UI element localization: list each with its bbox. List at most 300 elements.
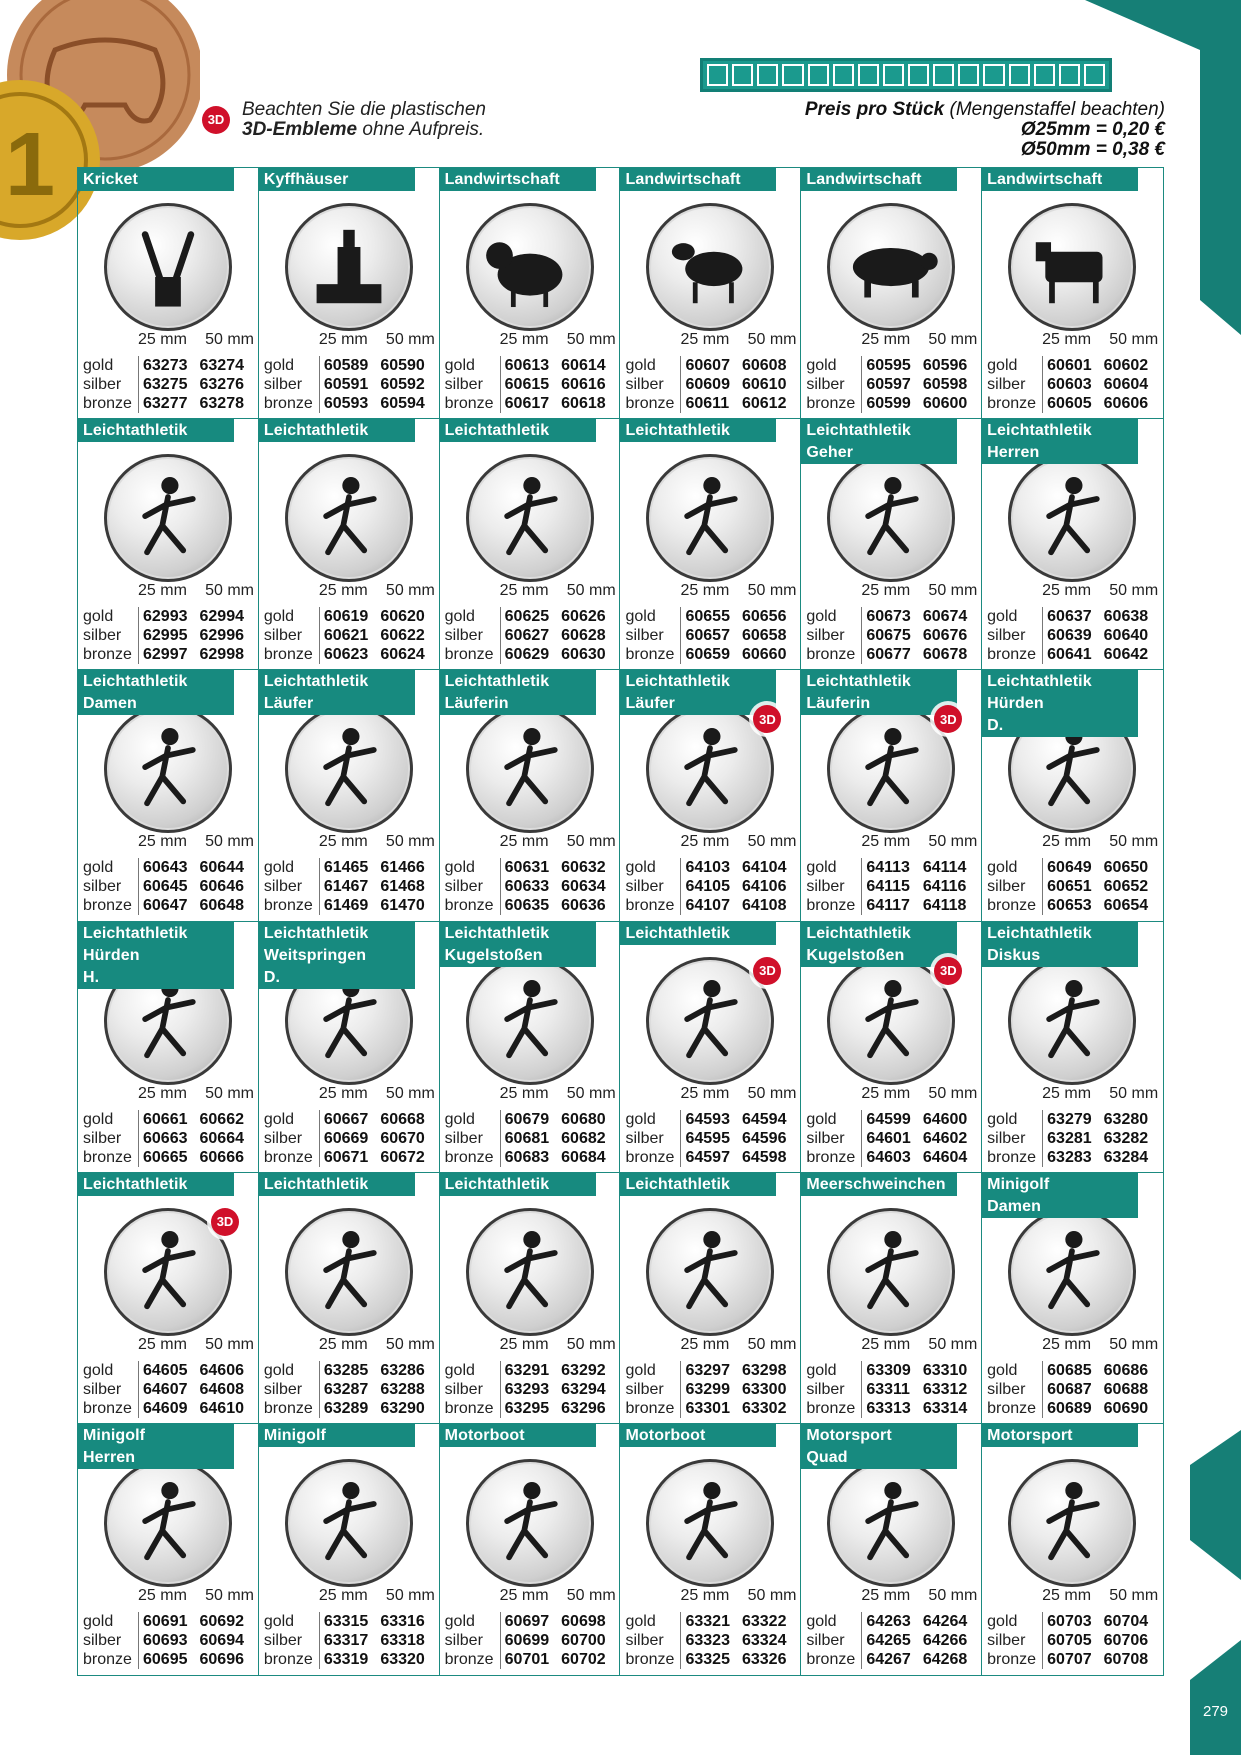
size-header [319, 1085, 435, 1103]
size-label: 50 mm [747, 331, 797, 348]
article-number: 63274 [199, 357, 244, 374]
card-title [620, 168, 776, 191]
article-number: 60610 [741, 376, 787, 393]
article-number-table [264, 1612, 434, 1669]
emblem-card [440, 419, 621, 670]
metal-label: gold [83, 1361, 114, 1379]
size-header [138, 1336, 254, 1354]
table-row [987, 394, 1157, 413]
article-number: 60648 [199, 897, 244, 915]
article-number: 63280 [1103, 1110, 1149, 1128]
article-number: 64601 [861, 1129, 919, 1148]
runners-icon [285, 454, 413, 582]
metal-label: gold [444, 1612, 475, 1630]
article-number: 63273 [138, 356, 196, 375]
table-row [264, 1110, 434, 1129]
card-title [259, 670, 415, 715]
table-row [987, 877, 1157, 896]
size-label: 50 mm [1109, 1335, 1159, 1353]
size-label: 25 mm [1042, 331, 1092, 348]
card-title [982, 1173, 1138, 1218]
card-title-line: Geher [806, 444, 854, 462]
emblem-card [982, 419, 1163, 670]
size-label: 25 mm [680, 331, 730, 348]
emblem-card [801, 922, 982, 1173]
article-number: 63296 [561, 1399, 606, 1417]
article-number: 60613 [500, 356, 558, 375]
card-title-line: Leichtathletik [83, 1175, 188, 1193]
size-label: 50 mm [205, 1084, 254, 1102]
size-label: 25 mm [499, 1586, 549, 1604]
metal-label: gold [83, 859, 114, 877]
article-number: 60647 [138, 896, 196, 915]
metal-label: silber [83, 1631, 122, 1649]
emblem-card [78, 670, 259, 921]
article-number: 63295 [500, 1399, 558, 1418]
article-number: 64597 [680, 1148, 738, 1167]
card-title [440, 419, 596, 442]
card-title-line: Leichtathletik [625, 1175, 731, 1193]
athlete-pictogram-icon [646, 454, 774, 582]
article-number: 60671 [319, 1148, 377, 1167]
metal-label: gold [987, 859, 1018, 877]
3d-badge: 3D [934, 705, 962, 733]
table-row [625, 1399, 795, 1418]
metal-label: bronze [987, 1148, 1037, 1166]
metal-label: gold [987, 608, 1018, 626]
size-label: 50 mm [385, 1335, 435, 1353]
size-label: 25 mm [499, 331, 549, 348]
card-title-line: Kugelstoßen [444, 946, 543, 964]
sprint-start-female-icon [104, 705, 232, 833]
article-number: 60603 [1042, 375, 1100, 394]
metal-label: gold [806, 1361, 837, 1379]
size-label: 50 mm [928, 1586, 978, 1604]
card-title-line: Diskus [987, 946, 1041, 964]
article-number: 63301 [680, 1399, 738, 1418]
article-number: 64607 [138, 1380, 196, 1399]
article-number: 64267 [861, 1650, 919, 1669]
article-number-table [264, 356, 434, 413]
size-label: 25 mm [138, 1084, 187, 1102]
size-header [319, 331, 435, 349]
article-number: 60651 [1042, 877, 1100, 896]
size-header [500, 1085, 616, 1103]
metal-label: gold [625, 1612, 656, 1630]
size-label: 25 mm [861, 331, 911, 348]
article-number: 60669 [319, 1129, 377, 1148]
size-header [319, 833, 435, 851]
metal-label: gold [83, 357, 114, 374]
metal-label: gold [625, 859, 656, 877]
article-number: 60622 [380, 627, 425, 645]
emblem-card [78, 419, 259, 670]
emblem-card [259, 168, 440, 419]
emblem-card [440, 1173, 621, 1424]
metal-label: gold [444, 859, 475, 877]
table-row [987, 607, 1157, 626]
article-number: 64603 [861, 1148, 919, 1167]
card-title-line: Läuferin [444, 695, 509, 713]
metal-label: bronze [263, 897, 313, 915]
card-title-line: D. [987, 717, 1004, 735]
size-label: 25 mm [1042, 1335, 1092, 1353]
size-header [500, 833, 616, 851]
metal-label: bronze [806, 395, 856, 412]
size-label: 25 mm [680, 1335, 730, 1353]
size-label: 50 mm [566, 331, 616, 348]
size-header [680, 833, 796, 851]
metal-label: silber [987, 1129, 1026, 1147]
article-number: 60652 [1103, 878, 1149, 896]
metal-label: bronze [263, 1650, 313, 1668]
card-title [982, 670, 1138, 737]
article-number: 64113 [861, 858, 919, 877]
price-label: Preis pro Stück [804, 99, 945, 120]
card-title-line: Leichtathletik [263, 673, 369, 691]
card-title-line: Leichtathletik [625, 422, 731, 440]
table-row [445, 356, 615, 375]
article-number: 60629 [500, 645, 558, 664]
table-row [625, 1129, 795, 1148]
3d-badge: 3D [753, 705, 781, 733]
emblem-card [440, 670, 621, 921]
card-title-line: Leichtathletik [263, 1175, 369, 1193]
cow-icon [1008, 203, 1136, 331]
size-label: 50 mm [1109, 833, 1159, 851]
article-number: 60642 [1103, 646, 1149, 664]
card-title [801, 419, 957, 464]
article-number: 63282 [1103, 1129, 1149, 1147]
size-label: 50 mm [385, 833, 435, 851]
emblem-card [440, 168, 621, 419]
size-label: 25 mm [138, 833, 187, 851]
article-number-table [445, 1110, 615, 1167]
table-row [987, 896, 1157, 915]
card-title-line: Leichtathletik [987, 924, 1092, 942]
article-number: 60691 [138, 1612, 196, 1631]
article-number: 60616 [561, 376, 606, 393]
article-number: 63289 [319, 1399, 377, 1418]
article-number: 60605 [1042, 394, 1100, 413]
article-number: 61469 [319, 896, 377, 915]
article-number: 60614 [561, 357, 606, 374]
article-number: 64600 [922, 1110, 968, 1128]
article-number: 60676 [922, 627, 968, 645]
card-title [440, 922, 596, 967]
table-row [625, 1110, 795, 1129]
size-label: 50 mm [928, 1084, 978, 1102]
size-label: 25 mm [1042, 1084, 1092, 1102]
minigolf-female-icon [1008, 1208, 1136, 1336]
metal-label: silber [263, 627, 303, 645]
size-label: 25 mm [318, 833, 368, 851]
guinea-pig-icon [827, 1208, 955, 1336]
article-number: 64594 [741, 1110, 787, 1128]
card-title [78, 1424, 234, 1469]
svg-text:1: 1 [5, 115, 56, 215]
article-number: 60687 [1042, 1380, 1100, 1399]
size-header [500, 1336, 616, 1354]
card-title-line: Landwirtschaft [444, 171, 560, 188]
card-title [982, 1424, 1138, 1447]
table-row [264, 896, 434, 915]
card-title [440, 670, 596, 715]
table-row [806, 375, 976, 394]
table-row [83, 607, 253, 626]
female-runner-icon [466, 705, 594, 833]
emblem-card [259, 670, 440, 921]
3d-badge: 3D [753, 957, 781, 985]
metal-label: bronze [987, 1399, 1037, 1417]
size-label: 25 mm [861, 1335, 911, 1353]
card-title-line: Minigolf [83, 1426, 146, 1444]
card-title-line: Leichtathletik [444, 1175, 550, 1193]
article-number: 61468 [380, 878, 425, 896]
shot-put-female-icon [466, 957, 594, 1085]
article-number: 63292 [561, 1361, 606, 1379]
card-title-line: Leichtathletik [806, 924, 911, 942]
card-title [259, 1424, 415, 1447]
card-title-line: Läuferin [806, 695, 871, 713]
size-label: 25 mm [138, 1586, 187, 1604]
article-number: 60592 [380, 376, 425, 393]
table-row [806, 1110, 976, 1129]
card-title-line: Landwirtschaft [987, 171, 1103, 188]
article-number: 63324 [741, 1631, 787, 1649]
card-title-line: Leichtathletik [625, 673, 731, 691]
article-number: 63276 [199, 376, 244, 393]
size-header [138, 1587, 254, 1605]
article-number-table [445, 858, 615, 915]
size-label: 25 mm [499, 1335, 549, 1353]
table-row [625, 1361, 795, 1380]
size-label: 25 mm [680, 1586, 730, 1604]
metal-label: bronze [625, 1148, 675, 1166]
size-header [319, 1587, 435, 1605]
table-row [445, 645, 615, 664]
emblem-card [620, 670, 801, 921]
article-number: 63309 [861, 1361, 919, 1380]
article-number-table [83, 607, 253, 664]
article-number: 63290 [380, 1399, 425, 1417]
article-number: 63320 [380, 1650, 425, 1668]
emblem-card [801, 168, 982, 419]
size-label: 50 mm [385, 1586, 435, 1604]
metal-label: silber [444, 1129, 483, 1147]
card-title-line: Motorboot [444, 1426, 525, 1444]
table-row [264, 1399, 434, 1418]
table-row [987, 1399, 1157, 1418]
article-number: 61467 [319, 877, 377, 896]
size-label: 50 mm [928, 1335, 978, 1353]
metal-label: gold [806, 859, 837, 877]
card-title-line: Leichtathletik [987, 422, 1092, 440]
size-label: 50 mm [566, 1084, 616, 1102]
table-row [83, 1650, 253, 1669]
article-number: 60604 [1103, 376, 1149, 393]
metal-label: silber [987, 1631, 1026, 1649]
size-header [500, 582, 616, 600]
table-row [445, 896, 615, 915]
article-number: 60674 [922, 608, 968, 626]
high-jumper-icon [646, 1208, 774, 1336]
table-row [987, 858, 1157, 877]
article-number: 61470 [380, 897, 425, 915]
metal-label: gold [444, 608, 475, 626]
size-label: 50 mm [747, 833, 797, 851]
metal-label: gold [83, 1612, 114, 1630]
metal-label: gold [263, 1612, 295, 1630]
article-number: 60680 [561, 1110, 606, 1128]
metal-label: silber [444, 1380, 483, 1398]
article-number-table [264, 858, 434, 915]
emblem-card [801, 670, 982, 921]
article-number-table [83, 1361, 253, 1418]
metal-label: silber [806, 1631, 845, 1649]
emblem-card [440, 1424, 621, 1675]
article-number: 60706 [1103, 1631, 1149, 1649]
emblem-card [620, 168, 801, 419]
size-label: 50 mm [566, 1335, 616, 1353]
article-number-table [264, 607, 434, 664]
metal-label: silber [444, 878, 483, 896]
size-label: 50 mm [205, 582, 254, 600]
card-title [259, 922, 415, 989]
size-label: 50 mm [205, 1335, 254, 1353]
emblem-card [982, 922, 1163, 1173]
card-title-line: Kricket [83, 171, 138, 188]
article-number: 60634 [561, 878, 606, 896]
table-row [264, 607, 434, 626]
table-row [445, 1361, 615, 1380]
table-row [445, 1399, 615, 1418]
article-number: 60699 [500, 1631, 558, 1650]
table-row [625, 356, 795, 375]
table-row [445, 626, 615, 645]
emblem-card [78, 1173, 259, 1424]
table-row [806, 1129, 976, 1148]
size-label: 50 mm [928, 331, 978, 348]
size-label: 50 mm [1109, 331, 1159, 348]
article-number: 63277 [138, 394, 196, 413]
price-info [805, 100, 1165, 160]
table-row [83, 626, 253, 645]
metal-label: gold [987, 1110, 1018, 1128]
article-number: 64602 [922, 1129, 968, 1147]
article-number: 64595 [680, 1129, 738, 1148]
metal-label: bronze [987, 395, 1037, 412]
table-row [625, 1380, 795, 1399]
card-title [259, 1173, 415, 1196]
emblem-card [78, 1424, 259, 1675]
size-label: 25 mm [318, 1586, 368, 1604]
article-number: 60601 [1042, 356, 1100, 375]
table-row [83, 394, 253, 413]
metal-label: bronze [83, 1148, 132, 1166]
article-number: 60641 [1042, 645, 1100, 664]
table-row [264, 645, 434, 664]
table-row [264, 375, 434, 394]
article-number: 60682 [561, 1129, 606, 1147]
metal-label: gold [83, 1110, 114, 1128]
size-label: 25 mm [499, 582, 549, 600]
article-number-table [987, 1361, 1157, 1418]
table-row [445, 1110, 615, 1129]
article-number: 64116 [922, 878, 967, 896]
size-header [1042, 1085, 1158, 1103]
table-row [83, 1148, 253, 1167]
size-header [138, 833, 254, 851]
emblem-catalog-grid [77, 167, 1164, 1676]
article-number: 60701 [500, 1650, 558, 1669]
article-number: 63319 [319, 1650, 377, 1669]
discus-thrower-icon [1008, 957, 1136, 1085]
table-row [264, 356, 434, 375]
price-50mm: Ø50mm = 0,38 € [1020, 139, 1165, 160]
card-title-line: Läufer [625, 695, 675, 713]
article-number: 60658 [741, 627, 787, 645]
3d-badge: 3D [202, 106, 230, 134]
metal-label: silber [83, 1129, 122, 1147]
card-title [78, 168, 234, 191]
article-number: 63318 [380, 1631, 425, 1649]
table-row [806, 394, 976, 413]
article-number: 60625 [500, 607, 558, 626]
minigolf-male-icon [104, 1459, 232, 1587]
card-title-line: Leichtathletik [987, 673, 1092, 691]
table-row [625, 375, 795, 394]
metal-label: gold [83, 608, 114, 626]
metal-label: bronze [987, 897, 1037, 915]
article-number: 62996 [199, 627, 244, 645]
article-number: 60693 [138, 1631, 196, 1650]
size-label: 50 mm [928, 582, 978, 600]
size-header [861, 331, 977, 349]
size-header [680, 331, 796, 349]
article-number: 60627 [500, 626, 558, 645]
article-number: 63311 [861, 1380, 919, 1399]
table-row [806, 1612, 976, 1631]
article-number-table [987, 1110, 1157, 1167]
metal-label: silber [987, 878, 1026, 896]
card-title [78, 670, 234, 715]
article-number: 60677 [861, 645, 919, 664]
article-number: 63316 [380, 1612, 425, 1630]
metal-label: bronze [625, 1650, 675, 1668]
article-number-table [625, 607, 795, 664]
metal-label: gold [806, 608, 837, 626]
article-number-table [264, 1110, 434, 1167]
article-number: 64599 [861, 1110, 919, 1129]
table-row [83, 1612, 253, 1631]
article-number: 60670 [380, 1129, 425, 1147]
card-title [440, 1173, 596, 1196]
size-label: 25 mm [680, 1084, 730, 1102]
card-title [982, 168, 1138, 191]
article-number: 64108 [741, 897, 787, 915]
size-header [1042, 1587, 1158, 1605]
emblem-card [982, 670, 1163, 921]
article-number-table [806, 858, 976, 915]
page-tab-decoration [1190, 1640, 1241, 1755]
notice-line-1: Beachten Sie die plastischen [242, 99, 486, 120]
card-title [440, 168, 596, 191]
article-number-table [987, 858, 1157, 915]
article-number: 60594 [380, 395, 425, 412]
metal-label: silber [987, 1380, 1026, 1398]
minigolf-clubs-icon [285, 1459, 413, 1587]
